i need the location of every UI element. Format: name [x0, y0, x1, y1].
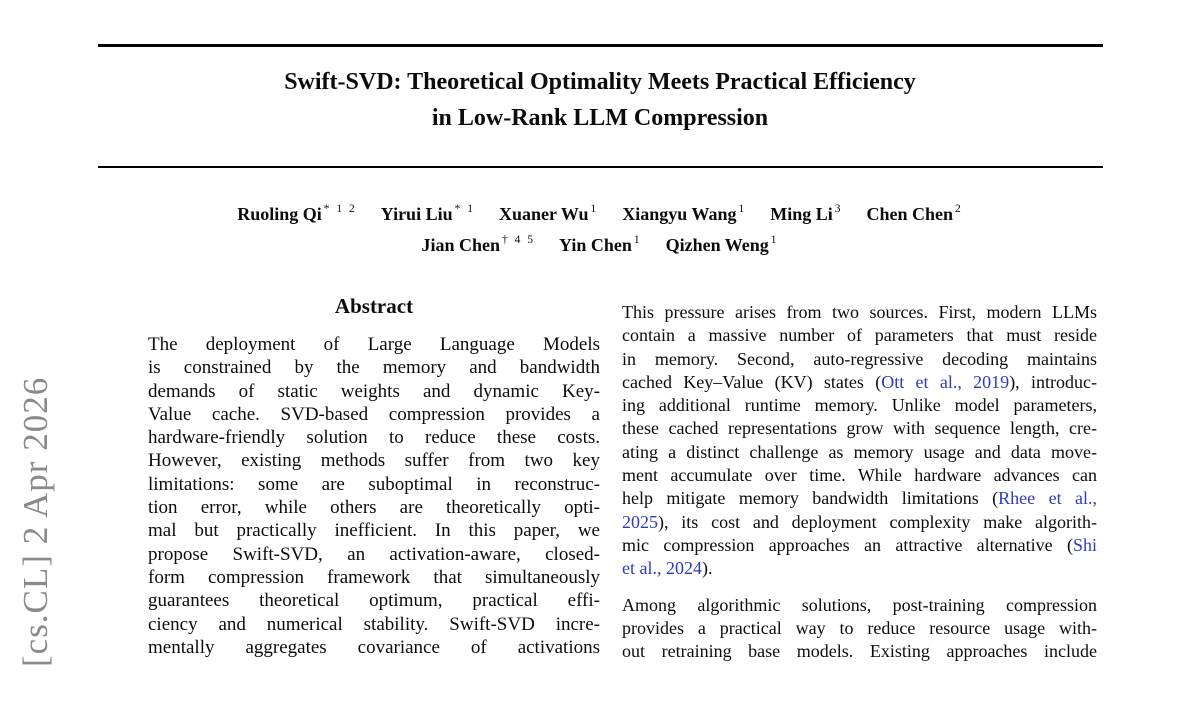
text-segment: ment accumulate over time. While hardware advances can	[622, 465, 1097, 486]
text-line	[148, 496, 600, 519]
text-segment: ), introduc-	[1009, 371, 1097, 392]
text-segment: out retraining base models. Existing approaches include	[622, 641, 1097, 662]
citation-link[interactable]: Shi	[1072, 534, 1097, 555]
text-segment: mic compression approaches an attractive alternative (	[622, 534, 1073, 555]
author-name: Chen Chen $^2$	[866, 203, 963, 224]
text-segment: these cached representations grow with sequence length, cre-	[622, 418, 1097, 439]
arxiv-stamp-text: [cs.CL] 2 Apr 2026	[16, 376, 55, 667]
text-segment: in memory. Second, auto-regressive decoding maintains	[622, 348, 1097, 369]
author-name: Jian Chen $^{\dagger 4 5}$	[421, 234, 535, 255]
text-segment: form compression framework that simultaneously	[148, 566, 600, 588]
text-segment: hardware-friendly solution to reduce these costs.	[148, 427, 600, 449]
text-segment: tion error, while others are theoretically opti-	[148, 497, 600, 519]
text-segment: ating a distinct challenge as memory usage and data move-	[622, 441, 1097, 462]
text-line	[148, 543, 600, 566]
author-affiliation-superscript: 1	[590, 203, 599, 215]
text-line	[148, 426, 600, 449]
text-segment: limitations: some are suboptimal in reconstruc-	[148, 473, 600, 495]
text-line	[148, 356, 600, 379]
citation-link[interactable]: et al., 2024	[622, 558, 702, 579]
text-line	[622, 640, 1097, 663]
author-affiliation-superscript: 2	[955, 203, 963, 215]
author-name: Ming Li $^3$	[770, 203, 843, 224]
author-name: Qizhen Weng $^1$	[665, 234, 779, 255]
text-line	[148, 519, 600, 542]
paper-title-line1: Swift-SVD: Theoretical Optimality Meets Practical Efficiency	[284, 69, 916, 95]
author-block	[0, 197, 1200, 259]
text-line	[622, 324, 1097, 347]
text-line	[622, 617, 1097, 640]
paper-title-line2: in Low-Rank LLM Compression	[431, 105, 769, 131]
text-line	[622, 557, 1097, 580]
text-segment: is constrained by the memory and bandwidth	[148, 357, 600, 379]
citation-link[interactable]: Ott et al., 2019	[881, 371, 1010, 392]
text-line	[148, 380, 600, 403]
author-name: Xuaner Wu $^1$	[498, 203, 599, 224]
text-line	[148, 589, 600, 612]
author-row-2	[0, 228, 1200, 259]
text-line	[622, 534, 1097, 557]
text-line	[622, 348, 1097, 371]
text-segment: ing additional runtime memory. Unlike model parameters,	[622, 395, 1097, 416]
text-line	[622, 511, 1097, 534]
text-segment: Among algorithmic solutions, post-training compression	[622, 594, 1097, 615]
text-segment: This pressure arises from two sources. First, modern LLMs	[622, 302, 1097, 322]
title-rule-bottom	[98, 166, 1103, 168]
text-segment: propose Swift-SVD, an activation-aware, closed-	[148, 543, 600, 565]
paper-title	[0, 64, 1200, 136]
text-line	[622, 301, 1097, 324]
text-line	[148, 449, 600, 472]
text-segment: help mitigate memory bandwidth limitations (	[622, 488, 999, 509]
text-line	[148, 403, 600, 426]
introduction-column	[622, 301, 1097, 663]
text-line	[148, 473, 600, 496]
text-line	[622, 394, 1097, 417]
text-line	[148, 333, 600, 356]
author-affiliation-superscript: † 4 5	[501, 234, 535, 246]
text-segment: However, existing methods suffer from two key	[148, 450, 600, 472]
text-segment: mentally aggregates covariance of activations	[148, 636, 600, 658]
author-affiliation-superscript: 1	[770, 234, 779, 246]
abstract-body	[148, 333, 600, 659]
author-affiliation-superscript: * 1	[454, 203, 475, 215]
author-row-1	[0, 197, 1200, 228]
text-segment: ciency and numerical stability. Swift-SVD incre-	[148, 613, 600, 635]
abstract-heading: Abstract	[334, 294, 414, 318]
text-line	[622, 594, 1097, 617]
text-segment: ).	[701, 558, 713, 579]
author-name: Ruoling Qi $^{* 1 2}$	[237, 203, 357, 224]
author-affiliation-superscript: 1	[738, 203, 747, 215]
text-line	[622, 371, 1097, 394]
text-line	[148, 613, 600, 636]
text-segment: provides a practical way to reduce resource usage with-	[622, 617, 1097, 638]
citation-link[interactable]: 2025	[622, 511, 658, 532]
text-segment: ), its cost and deployment complexity make algorith-	[658, 511, 1097, 532]
text-line	[622, 441, 1097, 464]
citation-link[interactable]: Rhee et al.,	[998, 488, 1098, 509]
text-line	[148, 566, 600, 589]
text-line	[622, 417, 1097, 440]
text-segment: The deployment of Large Language Models	[148, 334, 600, 355]
author-affiliation-superscript: 3	[834, 203, 843, 215]
author-name: Yin Chen $^1$	[558, 234, 642, 255]
text-segment: demands of static weights and dynamic Key-	[148, 380, 600, 402]
paragraph-gap	[622, 581, 1097, 594]
text-segment: Value cache. SVD-based compression provides a	[148, 403, 600, 425]
text-segment: cached Key–Value (KV) states (	[622, 371, 882, 392]
text-segment: mal but practically inefficient. In this paper, we	[148, 520, 600, 542]
text-segment: guarantees theoretical optimum, practical effi-	[148, 590, 600, 612]
text-line	[622, 464, 1097, 487]
author-name: Yirui Liu $^{* 1}$	[380, 203, 475, 224]
text-segment: contain a massive number of parameters that must reside	[622, 325, 1097, 346]
author-name: Xiangyu Wang $^1$	[622, 203, 747, 224]
title-rule-top	[98, 44, 1103, 47]
author-affiliation-superscript: * 1 2	[323, 203, 357, 215]
text-line	[622, 487, 1097, 510]
author-affiliation-superscript: 1	[633, 234, 642, 246]
